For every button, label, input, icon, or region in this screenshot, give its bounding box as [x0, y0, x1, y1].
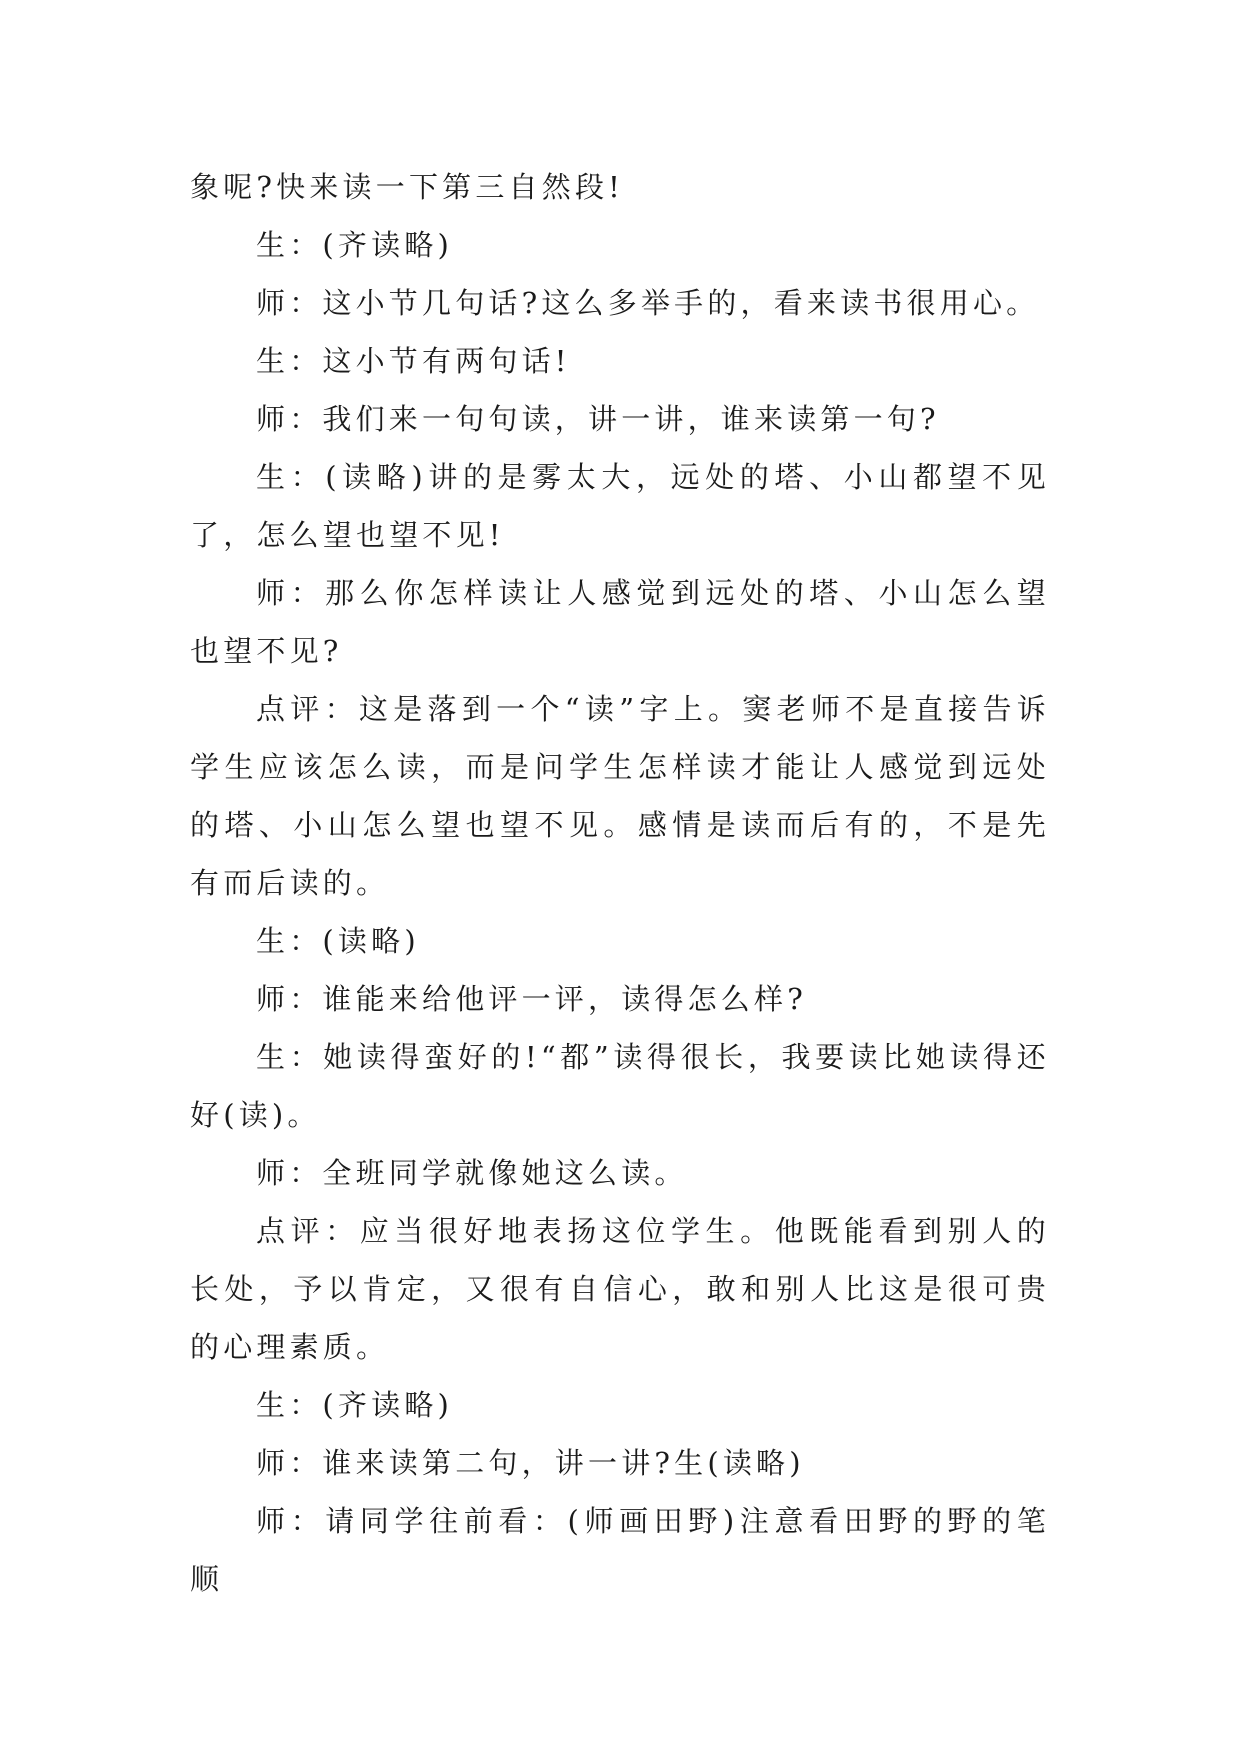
- paragraph-14: 生：(齐读略): [256, 1388, 454, 1422]
- paragraph-9: 生：(读略): [256, 924, 420, 958]
- paragraph-2: 生：(齐读略): [256, 228, 454, 262]
- paragraph-8: 点评：这是落到一个“读”字上。窦老师不是直接告诉学生应该怎么读，而是问学生怎样读才能让人感觉到远处的塔、小山怎么望也望不见。感情是读而后有的，不是先有而后读的。: [190, 692, 1050, 900]
- paragraph-3: 师：这小节几句话?这么多举手的，看来读书很用心。: [256, 286, 1040, 320]
- paragraph-6: 生：(读略)讲的是雾太大，远处的塔、小山都望不见了，怎么望也望不见!: [190, 460, 1050, 552]
- paragraph-11: 生：她读得蛮好的!“都”读得很长，我要读比她读得还好(读)。: [190, 1040, 1050, 1132]
- paragraph-7: 师：那么你怎样读让人感觉到远处的塔、小山怎么望也望不见?: [190, 576, 1050, 668]
- paragraph-15: 师：谁来读第二句，讲一讲?生(读略): [256, 1446, 805, 1480]
- paragraph-5: 师：我们来一句句读，讲一讲，谁来读第一句?: [256, 402, 940, 436]
- paragraph-1: 象呢?快来读一下第三自然段!: [190, 170, 625, 204]
- paragraph-10: 师：谁能来给他评一评，读得怎么样?: [256, 982, 807, 1016]
- paragraph-16: 师：请同学往前看：(师画田野)注意看田野的野的笔顺: [190, 1504, 1050, 1596]
- paragraph-4: 生：这小节有两句话!: [256, 344, 571, 378]
- document-body: [190, 158, 1050, 1608]
- paragraph-13: 点评：应当很好地表扬这位学生。他既能看到别人的长处，予以肯定，又很有自信心，敢和别人比这是很可贵的心理素质。: [190, 1214, 1050, 1364]
- paragraph-12: 师：全班同学就像她这么读。: [256, 1156, 688, 1190]
